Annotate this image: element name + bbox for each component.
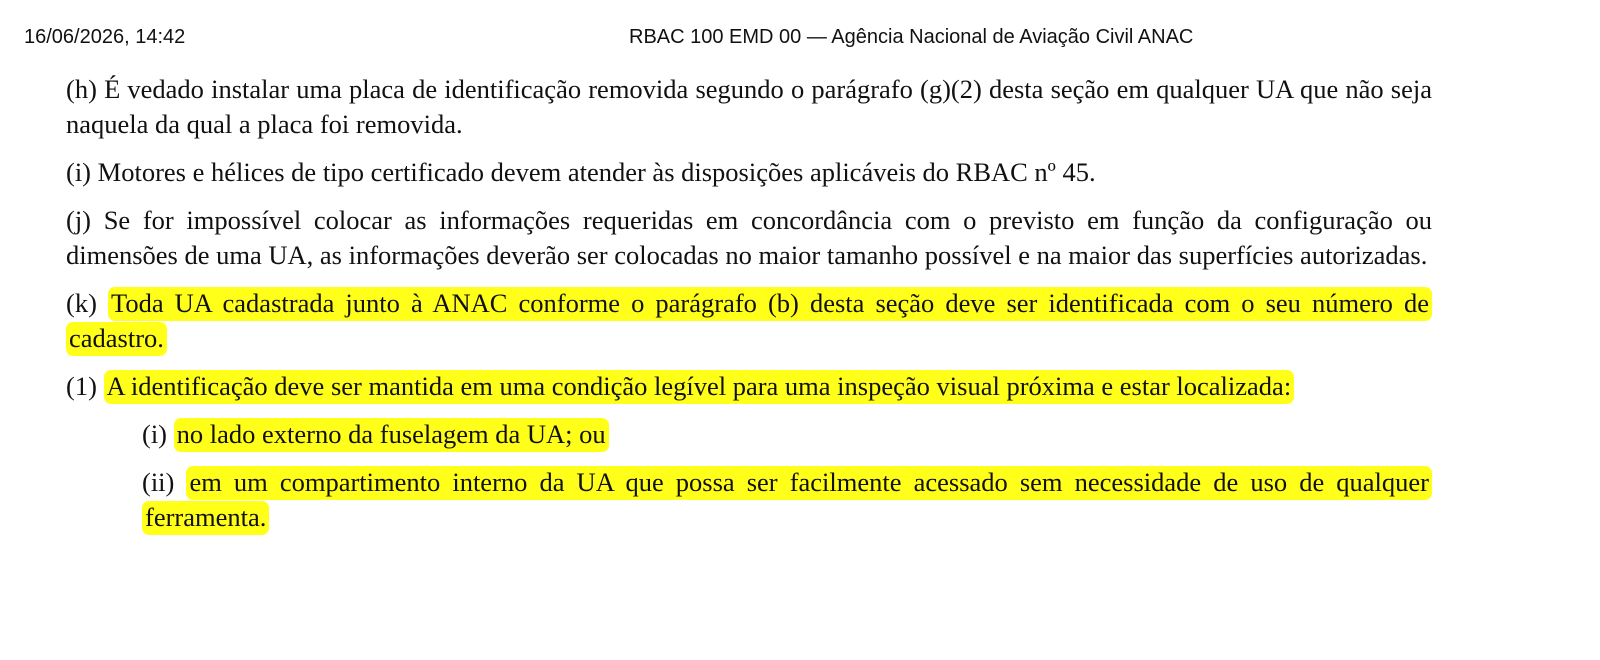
paragraph-label: (i)	[142, 419, 168, 449]
paragraph-label: (i)	[66, 157, 92, 187]
print-date: 16/06/2026, 14:42	[24, 26, 186, 48]
paragraph-k-1-ii	[142, 465, 1432, 535]
paragraph-text: Motores e hélices de tipo certificado devem atender às disposições aplicáveis do RBAC nº 45.	[97, 157, 1096, 187]
paragraph-label: (j)	[66, 205, 92, 235]
paragraph-i	[66, 155, 1432, 190]
highlighted-text: em um compartimento interno da UA que possa ser facilmente acessado sem necessidade de uso de qualquer ferramenta.	[142, 466, 1432, 535]
paragraph-text: É vedado instalar uma placa de identificação removida segundo o parágrafo (g)(2) desta seção em qualquer UA que não seja naquela da qual a placa foi removida.	[66, 74, 1432, 139]
document-body	[66, 72, 1432, 548]
paragraph-k-1	[66, 369, 1432, 404]
paragraph-label: (h)	[66, 74, 97, 104]
highlighted-text: Toda UA cadastrada junto à ANAC conforme o parágrafo (b) desta seção deve ser identificada com o seu número de cadastro.	[66, 287, 1432, 356]
highlighted-text: A identificação deve ser mantida em uma condição legível para uma inspeção visual próxima e estar localizada:	[104, 370, 1295, 404]
highlighted-text: no lado externo da fuselagem da UA; ou	[174, 418, 609, 452]
paragraph-k-1-i	[142, 417, 1432, 452]
paragraph-j	[66, 203, 1432, 273]
paragraph-label: (1)	[66, 371, 97, 401]
paragraph-label: (k)	[66, 288, 97, 318]
print-header	[24, 26, 1576, 54]
paragraph-h	[66, 72, 1432, 142]
document-title: RBAC 100 EMD 00 — Agência Nacional de Aviação Civil ANAC	[629, 26, 1194, 48]
paragraph-text: Se for impossível colocar as informações requeridas em concordância com o previsto em função da configuração ou dimensões de uma UA, as informações deverão ser colocadas no maior tamanho possível e na maior das superfícies autorizadas.	[66, 205, 1433, 270]
paragraph-label: (ii)	[142, 467, 175, 497]
paragraph-k	[66, 286, 1432, 356]
